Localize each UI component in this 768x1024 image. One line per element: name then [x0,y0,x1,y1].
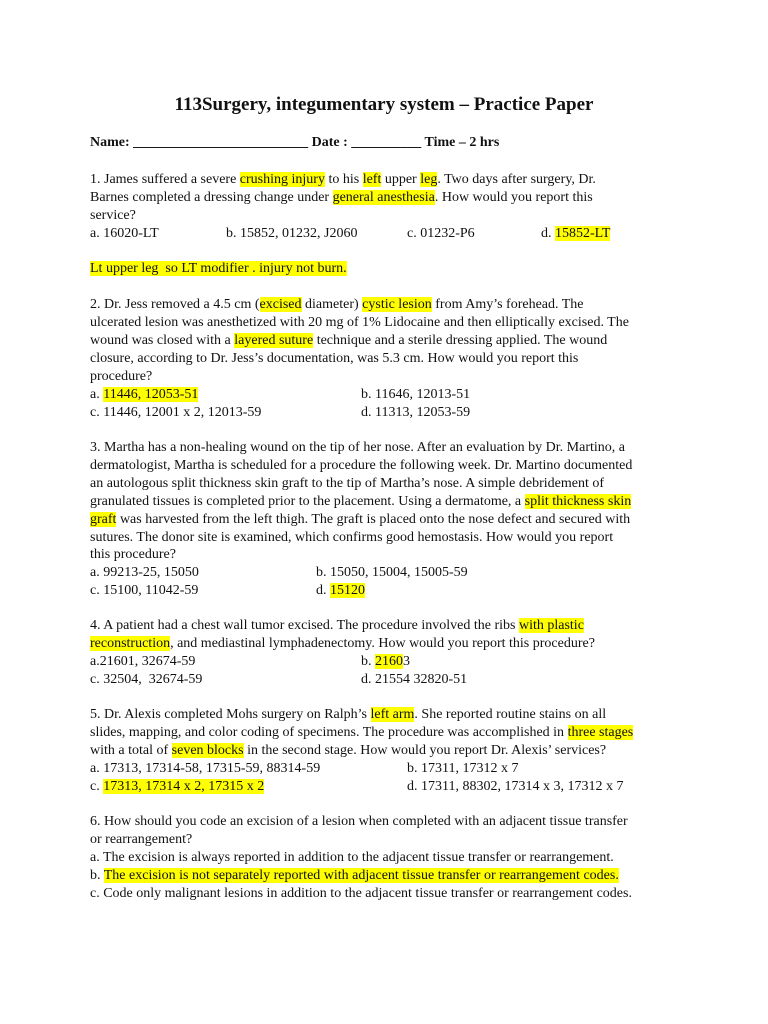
answer-highlight: 17313, 17314 x 2, 17315 x 2 [103,779,265,794]
answer-highlight: 15120 [330,583,365,598]
question-1-option-b: b. 15852, 01232, J2060 [226,226,358,241]
question-3-line-6: sutures. The donor site is examined, which confirms good hemostasis. How would you report [90,530,614,545]
question-1-option-c: c. 01232-P6 [407,226,475,241]
question-6-option-a: a. The excision is always reported in addition to the adjacent tissue transfer or rearrangement. [90,850,614,865]
highlight: cystic lesion [362,297,432,312]
question-1-note: Lt upper leg so LT modifier . injury not burn. [90,261,347,276]
question-4-option-a: a.21601, 32674-59 [90,654,196,669]
highlight: graft [90,512,117,527]
question-2-option-c: c. 11446, 12001 x 2, 12013-59 [90,405,262,420]
question-2-option-b: b. 11646, 12013-51 [361,387,471,402]
question-5-option-a: a. 17313, 17314-58, 17315-59, 88314-59 [90,761,321,776]
highlight: with plastic [518,618,584,633]
highlight: leg [420,172,438,187]
question-5-line-3: with a total of seven blocks in the second stage. How would you report Dr. Alexis’ services? [90,743,607,758]
question-6-option-c: c. Code only malignant lesions in addition to the adjacent tissue transfer or rearrangement codes. [90,886,632,901]
question-3-option-d: d. 15120 [316,583,365,598]
student-info-line: Name: _________________________ Date : __________ Time – 2 hrs [90,135,500,150]
question-5-option-d: d. 17311, 88302, 17314 x 3, 17312 x 7 [407,779,624,794]
question-2-line-4: closure, according to Dr. Jess’s documentation, was 5.3 cm. How would you report this [90,351,579,366]
question-1-line-3: service? [90,208,136,223]
question-4-option-d: d. 21554 32820-51 [361,672,468,687]
answer-highlight: 15852-LT [555,226,611,241]
question-4-line-1: 4. A patient had a chest wall tumor excised. The procedure involved the ribs with plastic [90,618,584,633]
answer-highlight: The excision is not separately reported with adjacent tissue transfer or rearrangement codes. [103,868,619,883]
question-1-option-a: a. 16020-LT [90,226,159,241]
answer-highlight: 2160 [375,654,403,669]
question-6-line-2: or rearrangement? [90,832,193,847]
question-3-option-b: b. 15050, 15004, 15005-59 [316,565,468,580]
question-4-option-c: c. 32504, 32674-59 [90,672,203,687]
question-2-line-1: 2. Dr. Jess removed a 4.5 cm (excised diameter) cystic lesion from Amy’s forehead. The [90,297,584,312]
highlight: three stages [567,725,634,740]
question-6-line-1: 6. How should you code an excision of a lesion when completed with an adjacent tissue transfer [90,814,628,829]
highlight: seven blocks [171,743,244,758]
question-4-line-2: reconstruction, and mediastinal lymphadenectomy. How would you report this procedure? [90,636,595,651]
question-2-line-2: ulcerated lesion was anesthetized with 20 mg of 1% Lidocaine and then elliptically excised. The [90,315,629,330]
question-5-line-2: slides, mapping, and color coding of specimens. The procedure was accomplished in three stages [90,725,634,740]
question-6-option-b: b. The excision is not separately reported with adjacent tissue transfer or rearrangement codes. [90,868,619,883]
question-2-option-d: d. 11313, 12053-59 [361,405,471,420]
question-1-option-d: d. 15852-LT [541,226,611,241]
question-2-line-5: procedure? [90,369,153,384]
question-5-option-c: c. 17313, 17314 x 2, 17315 x 2 [90,779,265,794]
question-5-line-1: 5. Dr. Alexis completed Mohs surgery on Ralph’s left arm. She reported routine stains on all [90,707,607,722]
question-1-line-2: Barnes completed a dressing change under general anesthesia. How would you report this [90,190,593,205]
highlight: left arm [370,707,415,722]
question-3-line-5: graft was harvested from the left thigh. The graft is placed onto the nose defect and secured with [90,512,631,527]
question-3-line-3: an autologous split thickness skin graft to the tip of Martha’s nose. A simple debridement of [90,476,605,491]
question-3-line-7: this procedure? [90,547,176,562]
highlight: layered suture [234,333,314,348]
question-5-option-b: b. 17311, 17312 x 7 [407,761,519,776]
question-3-option-c: c. 15100, 11042-59 [90,583,199,598]
highlight: split thickness skin [524,494,632,509]
highlight: left [362,172,382,187]
question-4-option-b: b. 21603 [361,654,410,669]
highlight: excised [259,297,302,312]
highlight: reconstruction [90,636,171,651]
answer-highlight: 11446, 12053-51 [103,387,199,402]
question-2-line-3: wound was closed with a layered suture technique and a sterile dressing applied. The wound [90,333,608,348]
page-title: 113Surgery, integumentary system – Practice Paper [174,94,594,115]
question-3-option-a: a. 99213-25, 15050 [90,565,199,580]
highlight: crushing injury [239,172,325,187]
question-3-line-1: 3. Martha has a non-healing wound on the tip of her nose. After an evaluation by Dr. Martino, a [90,440,625,455]
highlight: general anesthesia [332,190,435,205]
question-2-option-a: a. 11446, 12053-51 [90,387,199,402]
question-3-line-4: granulated tissues is completed prior to the placement. Using a dermatome, a split thickness skin [90,494,632,509]
question-3-line-2: dermatologist, Martha is scheduled for a procedure the following week. Dr. Martino documented [90,458,633,473]
question-1-line-1: 1. James suffered a severe crushing injury to his left upper leg. Two days after surgery, Dr. [90,172,596,187]
